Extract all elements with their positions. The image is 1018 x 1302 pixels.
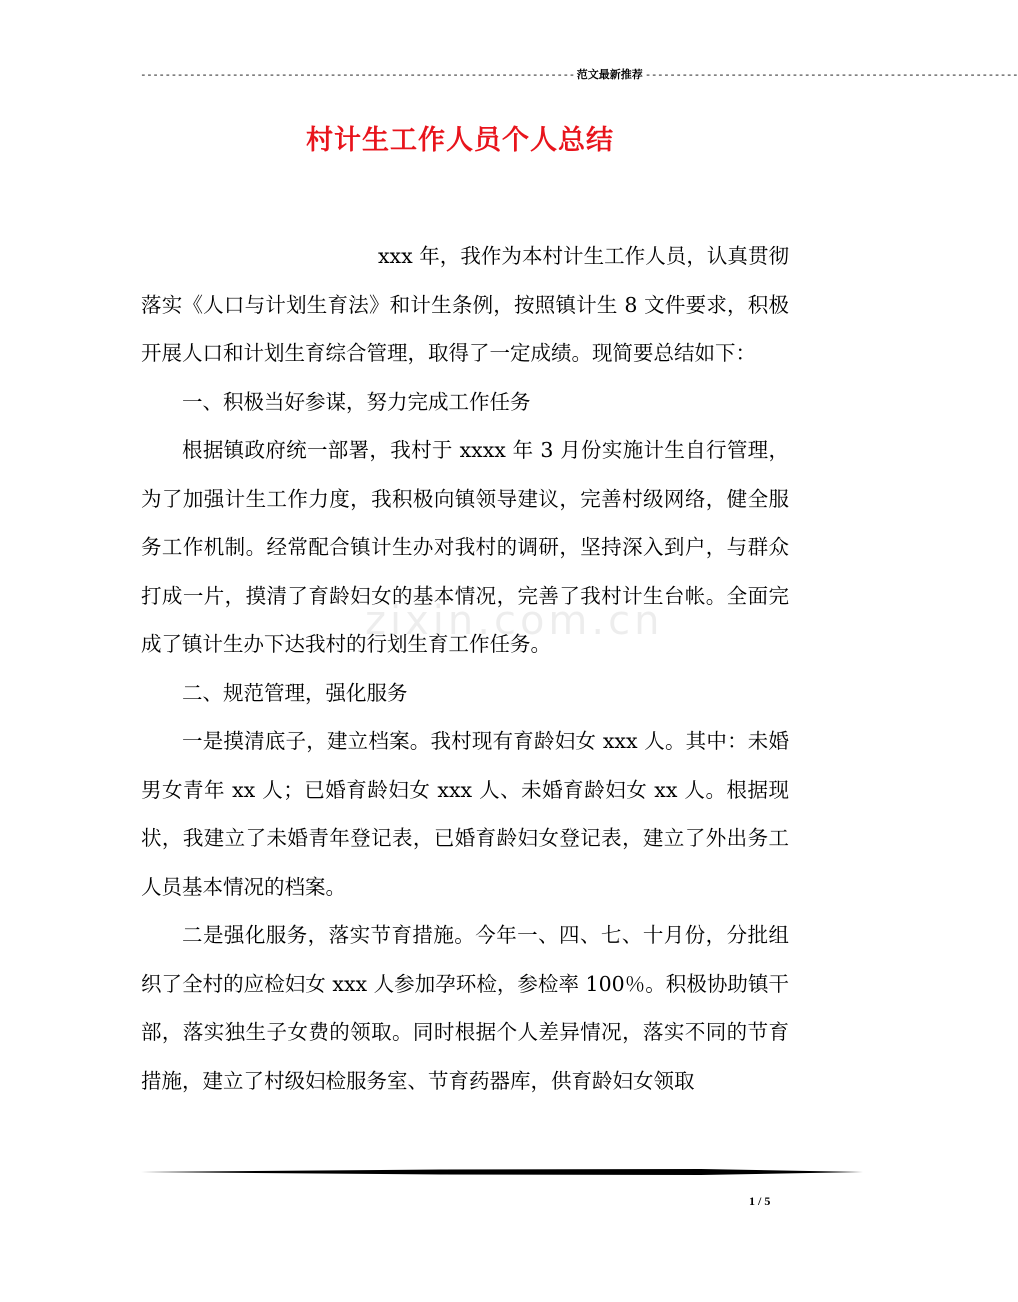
footer-rule xyxy=(141,1169,863,1175)
header-right-dashes: ------------------------------------------------------------- xyxy=(644,67,1018,81)
header-left-dashes: ----------------------------------------------------------------------- xyxy=(140,67,575,81)
document-body xyxy=(141,232,789,1105)
document-title: 村计生工作人员个人总结 xyxy=(306,125,614,156)
header-label: 范文最新推荐 xyxy=(576,68,643,81)
body-paragraph: 一是摸清底子，建立档案。我村现有育龄妇女 xxx 人。其中：未婚男女青年 xx 人；已婚育龄妇女 xxx 人、未婚育龄妇女 xx 人。根据现状，我建立了未婚青年登记表，已婚育龄妇女登记表，建立了外出务工人员基本情况的档案。 xyxy=(141,729,789,899)
body-paragraph: 二是强化服务，落实节育措施。今年一、四、七、十月份，分批组织了全村的应检妇女 xxx 人参加孕环检，参检率 100％。积极协助镇干部，落实独生子女费的领取。同时根据个人差异情况，落实不同的节育措施，建立了村级妇检服务室、节育药器库，供育龄妇女领取 xyxy=(141,923,789,1093)
section-heading-2: 二、规范管理，强化服务 xyxy=(182,680,408,705)
page-number: 1 / 5 xyxy=(749,1194,771,1208)
header-banner xyxy=(140,66,1018,82)
watermark: zixin.com.cn xyxy=(365,598,664,644)
section-heading-1: 一、积极当好参谋，努力完成工作任务 xyxy=(182,389,531,414)
intro-paragraph: xxx 年，我作为本村计生工作人员，认真贯彻落实《人口与计划生育法》和计生条例，按照镇计生 8 文件要求，积极开展人口和计划生育综合管理，取得了一定成绩。现简要总结如下： xyxy=(141,244,789,365)
body-paragraph: 根据镇政府统一部署，我村于 xxxx 年 3 月份实施计生自行管理，为了加强计生工作力度，我积极向镇领导建议，完善村级网络，健全服务工作机制。经常配合镇计生办对我村的调研，坚持深入到户，与群众打成一片，摸清了育龄妇女的基本情况，完善了我村计生台帐。全面完成了镇计生办下达我村的行划生育工作任务。 xyxy=(141,438,789,656)
